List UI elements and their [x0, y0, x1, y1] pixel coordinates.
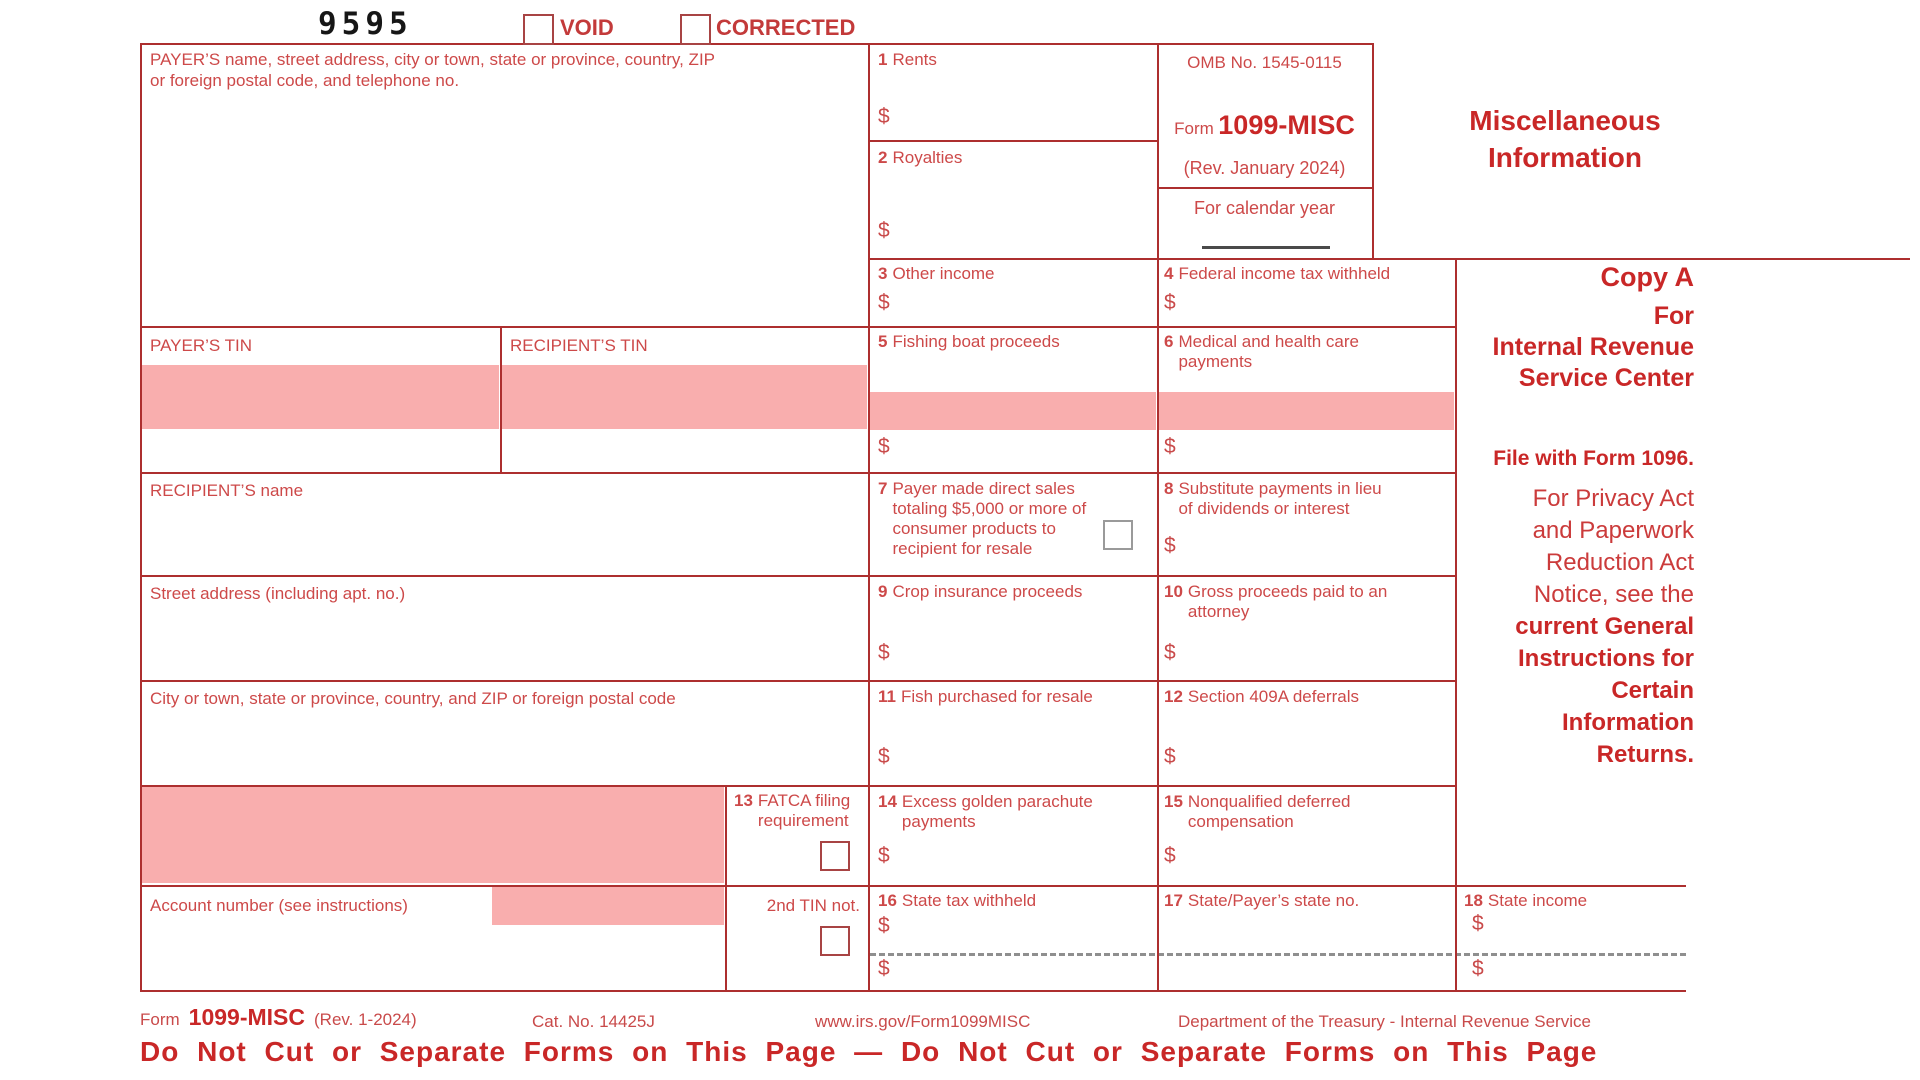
box6-text: Medical and health care payments: [1178, 332, 1359, 371]
box14-text: Excess golden parachute payments: [901, 792, 1093, 831]
divider-mid-columns: [1157, 43, 1159, 992]
box18-dollar-sign-1: $: [1472, 912, 1484, 935]
box6-label: [1164, 332, 1384, 372]
box13-text: FATCA filing requirement: [757, 791, 851, 830]
box17-number: 17: [1164, 891, 1183, 910]
box3-label: [878, 264, 1148, 284]
box5-dollar-sign: $: [878, 435, 890, 458]
box9-label: [878, 582, 1148, 602]
box4-label: [1164, 264, 1449, 284]
box3-number: 3: [878, 264, 888, 283]
box10-label: [1164, 582, 1409, 622]
box4-text: Federal income tax withheld: [1178, 264, 1391, 283]
file-with-1096-note: File with Form 1096.: [1493, 447, 1694, 470]
box11-dollar-sign: $: [878, 745, 890, 768]
box9-dollar-sign: $: [878, 641, 890, 664]
box15-number: 15: [1164, 792, 1183, 811]
corrected-label: CORRECTED: [716, 15, 856, 40]
box15-label: [1164, 792, 1394, 832]
box14-number: 14: [878, 792, 897, 811]
box1-label: [878, 50, 1148, 70]
box18-number: 18: [1464, 891, 1483, 910]
divider-city-row-top: [140, 680, 1457, 682]
general-instructions-line5: Returns.: [1596, 741, 1694, 768]
box18-label: [1464, 891, 1684, 911]
omb-number: OMB No. 1545-0115: [1187, 53, 1342, 72]
footer-form-number: 1099-MISC: [188, 1004, 305, 1030]
box12-dollar-sign: $: [1164, 745, 1176, 768]
box12-text: Section 409A deferrals: [1187, 687, 1359, 706]
box12-label: [1164, 687, 1449, 707]
general-instructions-line3: Certain: [1611, 677, 1694, 704]
form-top-border: [140, 43, 1374, 45]
box17-text: State/Payer’s state no.: [1187, 891, 1360, 910]
general-instructions-line1: current General: [1515, 613, 1694, 640]
divider-recipient-row-top: [140, 472, 1457, 474]
form-revision: (Rev. January 2024): [1183, 158, 1346, 178]
box6-dollar-sign: $: [1164, 435, 1176, 458]
form-title-line1: Miscellaneous: [1469, 105, 1661, 136]
box11-text: Fish purchased for resale: [900, 687, 1093, 706]
fatca-row-entry-area[interactable]: [142, 787, 724, 883]
box8-dollar-sign: $: [1164, 534, 1176, 557]
box4-dollar-sign: $: [1164, 291, 1176, 314]
box5-text: Fishing boat proceeds: [892, 332, 1060, 351]
footer-irs-url[interactable]: www.irs.gov/Form1099MISC: [815, 1012, 1031, 1031]
street-address-label: Street address (including apt. no.): [150, 584, 406, 603]
payer-info-label-line2: or foreign postal code, and telephone no.: [150, 71, 460, 90]
fatca-checkbox[interactable]: [820, 841, 850, 871]
divider-fatca-row-top: [140, 785, 1457, 787]
box16-dollar-sign-1: $: [878, 914, 890, 937]
box8-number: 8: [1164, 479, 1174, 498]
box1-text: Rents: [892, 50, 937, 69]
copy-for-line: For: [1653, 302, 1694, 330]
do-not-cut-warning: Do Not Cut or Separate Forms on This Page — Do Not Cut or Separate Forms on This Page: [140, 1036, 1598, 1067]
corrected-checkbox[interactable]: [680, 14, 711, 45]
payer-tin-label: PAYER’S TIN: [150, 336, 253, 355]
payer-info-label: [150, 49, 862, 91]
copy-a-label: Copy A: [1600, 262, 1694, 292]
recipient-tin-label: RECIPIENT’S TIN: [510, 336, 648, 355]
box7-text: Payer made direct sales totaling $5,000 or more of consumer products to recipient for resale: [892, 479, 1087, 558]
footer-form-id: [140, 1004, 417, 1031]
footer-catalog-number: Cat. No. 14425J: [532, 1012, 655, 1031]
box2-number: 2: [878, 148, 888, 167]
state-rows-dashed-divider: [870, 953, 1686, 956]
form-word: Form: [1174, 119, 1214, 138]
divider-left-section: [868, 43, 870, 992]
second-tin-checkbox[interactable]: [820, 926, 850, 956]
privacy-note-line3: Reduction Act: [1545, 549, 1694, 576]
payer-info-label-line1: PAYER’S name, street address, city or town, state or province, country, ZIP: [150, 50, 716, 69]
box15-text: Nonqualified deferred compensation: [1187, 792, 1351, 831]
box14-label: [878, 792, 1118, 832]
divider-street-row-top: [140, 575, 1457, 577]
form-left-border: [140, 43, 142, 992]
box13-fatca-label: [734, 791, 860, 831]
box2-dollar-sign: $: [878, 219, 890, 242]
box3-text: Other income: [892, 264, 995, 283]
void-checkbox[interactable]: [523, 14, 554, 45]
divider-tin-columns: [500, 326, 502, 472]
payer-tin-entry-area[interactable]: [142, 365, 499, 429]
privacy-note-line2: and Paperwork: [1532, 517, 1694, 544]
box16-label: [878, 891, 1148, 911]
calendar-year-label: For calendar year: [1193, 198, 1336, 218]
footer-form-word: Form: [140, 1010, 180, 1029]
copy-irs-line1: Internal Revenue: [1492, 333, 1694, 361]
divider-box1-box2: [868, 140, 1159, 142]
divider-tin-row-top: [140, 326, 1457, 328]
footer-department: Department of the Treasury - Internal Revenue Service: [1178, 1012, 1591, 1031]
box5-number: 5: [878, 332, 888, 351]
box11-number: 11: [878, 687, 896, 706]
box16-text: State tax withheld: [901, 891, 1037, 910]
print-control-code: 9595: [318, 6, 413, 42]
box6-entry-area[interactable]: [1159, 392, 1454, 430]
privacy-note-line1: For Privacy Act: [1532, 485, 1694, 512]
divider-omb-calendar: [1157, 187, 1374, 189]
box14-dollar-sign: $: [878, 844, 890, 867]
box7-label: [878, 479, 1113, 559]
box7-direct-sales-checkbox[interactable]: [1103, 520, 1133, 550]
box1-number: 1: [878, 50, 888, 69]
box9-number: 9: [878, 582, 888, 601]
account-number-entry-area[interactable]: [492, 887, 724, 925]
recipient-tin-entry-area[interactable]: [502, 365, 867, 429]
box10-dollar-sign: $: [1164, 641, 1176, 664]
box2-text: Royalties: [892, 148, 963, 167]
box18-text: State income: [1487, 891, 1588, 910]
box17-label: [1164, 891, 1449, 911]
box6-number: 6: [1164, 332, 1174, 351]
general-instructions-line4: Information: [1562, 709, 1694, 736]
account-number-label: Account number (see instructions): [150, 896, 408, 915]
box12-number: 12: [1164, 687, 1183, 706]
box1-dollar-sign: $: [878, 105, 890, 128]
box5-entry-area[interactable]: [870, 392, 1156, 430]
footer-form-revision: (Rev. 1-2024): [314, 1010, 417, 1029]
form-title-line2: Information: [1488, 142, 1642, 173]
privacy-note-line4: Notice, see the: [1533, 581, 1694, 608]
box15-dollar-sign: $: [1164, 844, 1176, 867]
box11-label: [878, 687, 1148, 707]
box8-label: [1164, 479, 1409, 519]
box4-number: 4: [1164, 264, 1174, 283]
form-title: [1420, 102, 1710, 176]
recipient-name-label: RECIPIENT’S name: [150, 481, 304, 500]
box9-text: Crop insurance proceeds: [892, 582, 1083, 601]
box2-label: [878, 148, 1148, 168]
second-tin-label: 2nd TIN not.: [766, 896, 860, 915]
box16-dollar-sign-2: $: [878, 957, 890, 980]
copy-irs-line2: Service Center: [1518, 364, 1694, 392]
general-instructions-line2: Instructions for: [1517, 645, 1694, 672]
omb-box-right-border: [1372, 43, 1374, 258]
box10-number: 10: [1164, 582, 1183, 601]
box18-dollar-sign-2: $: [1472, 957, 1484, 980]
box8-text: Substitute payments in lieu of dividends or interest: [1178, 479, 1382, 518]
city-label: City or town, state or province, country, and ZIP or foreign postal code: [150, 689, 676, 708]
calendar-year-entry-line[interactable]: [1202, 246, 1330, 249]
form-number: 1099-MISC: [1218, 110, 1355, 140]
box7-number: 7: [878, 479, 888, 498]
divider-fatca-column: [725, 785, 727, 990]
box16-number: 16: [878, 891, 897, 910]
form-number-block: [1157, 110, 1372, 141]
void-label: VOID: [560, 15, 614, 40]
box13-number: 13: [734, 791, 753, 810]
box10-text: Gross proceeds paid to an attorney: [1187, 582, 1388, 621]
box3-dollar-sign: $: [878, 291, 890, 314]
box5-label: [878, 332, 1148, 352]
divider-row3-top: [868, 258, 1910, 260]
